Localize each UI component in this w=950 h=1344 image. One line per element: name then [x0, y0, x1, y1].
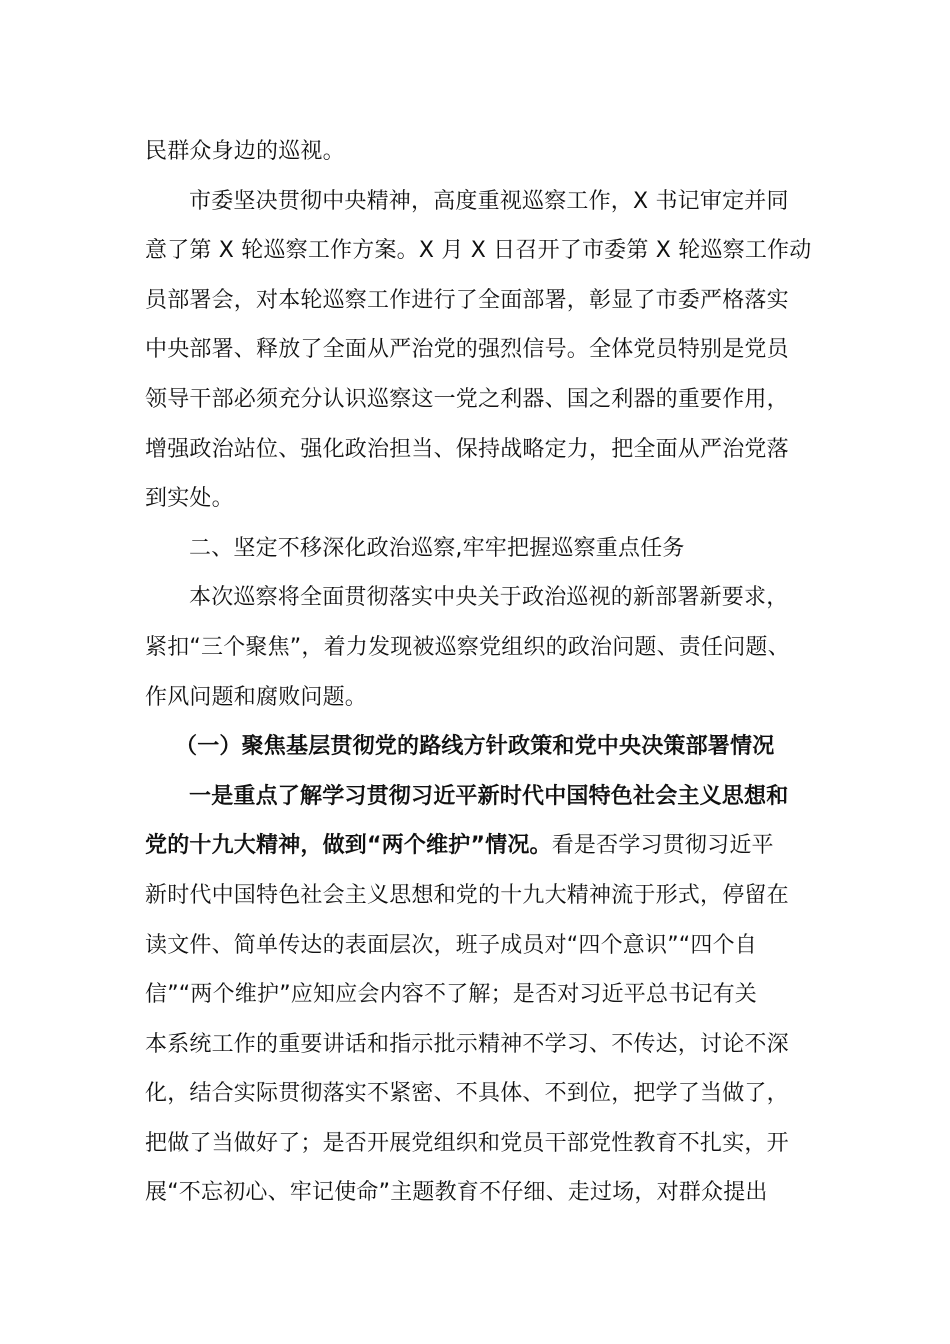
paragraph-line: 员部署会，对本轮巡察工作进行了全面部署，彰显了市委严格落实 [145, 287, 789, 313]
paragraph-line: 本次巡察将全面贯彻落实中央关于政治巡视的新部署新要求， [189, 585, 789, 611]
paragraph-line: 作风问题和腐败问题。 [145, 684, 368, 710]
bold-lead-text: 党的十九大精神，做到“两个维护”情况。 [145, 833, 552, 859]
paragraph-line: 新时代中国特色社会主义思想和党的十九大精神流于形式，停留在 [145, 882, 789, 908]
paragraph-line: 到实处。 [145, 486, 234, 512]
paragraph-line: 市委坚决贯彻中央精神，高度重视巡察工作，X 书记审定并同 [189, 188, 789, 214]
subsection-heading: （一）聚焦基层贯彻党的路线方针政策和党中央决策部署情况 [175, 734, 775, 760]
paragraph-line: 展“不忘初心、牢记使命”主题教育不仔细、走过场，对群众提出 [145, 1180, 768, 1206]
paragraph-line: 增强政治站位、强化政治担当、保持战略定力，把全面从严治党落 [145, 436, 789, 462]
paragraph-line: 紧扣“三个聚焦”，着力发现被巡察党组织的政治问题、责任问题、 [145, 634, 790, 660]
paragraph-line: 把做了当做好了；是否开展党组织和党员干部党性教育不扎实，开 [145, 1130, 789, 1156]
bold-lead-line: 一是重点了解学习贯彻习近平新时代中国特色社会主义思想和 [189, 783, 789, 809]
body-text [145, 127, 825, 1218]
section-heading: 二、坚定不移深化政治巡察,牢牢把握巡察重点任务 [189, 535, 685, 561]
paragraph-text: 看是否学习贯彻习近平 [551, 833, 774, 859]
paragraph-line: 读文件、简单传达的表面层次，班子成员对“四个意识”“四个自 [145, 932, 757, 958]
paragraph-line: 领导干部必须充分认识巡察这一党之利器、国之利器的重要作用， [145, 386, 789, 412]
paragraph-line: 信”“两个维护”应知应会内容不了解；是否对习近平总书记有关 [145, 982, 757, 1008]
paragraph-line: 本系统工作的重要讲话和指示批示精神不学习、不传达，讨论不深 [145, 1031, 789, 1057]
paragraph-line: 民群众身边的巡视。 [145, 139, 345, 164]
paragraph-line: 中央部署、释放了全面从严治党的强烈信号。全体党员特别是党员 [145, 337, 789, 363]
paragraph-line: 意了第 X 轮巡察工作方案。X 月 X 日召开了市委第 X 轮巡察工作动 [145, 238, 812, 264]
mixed-line [145, 821, 825, 871]
paragraph-line: 化，结合实际贯彻落实不紧密、不具体、不到位，把学了当做了， [145, 1081, 789, 1107]
